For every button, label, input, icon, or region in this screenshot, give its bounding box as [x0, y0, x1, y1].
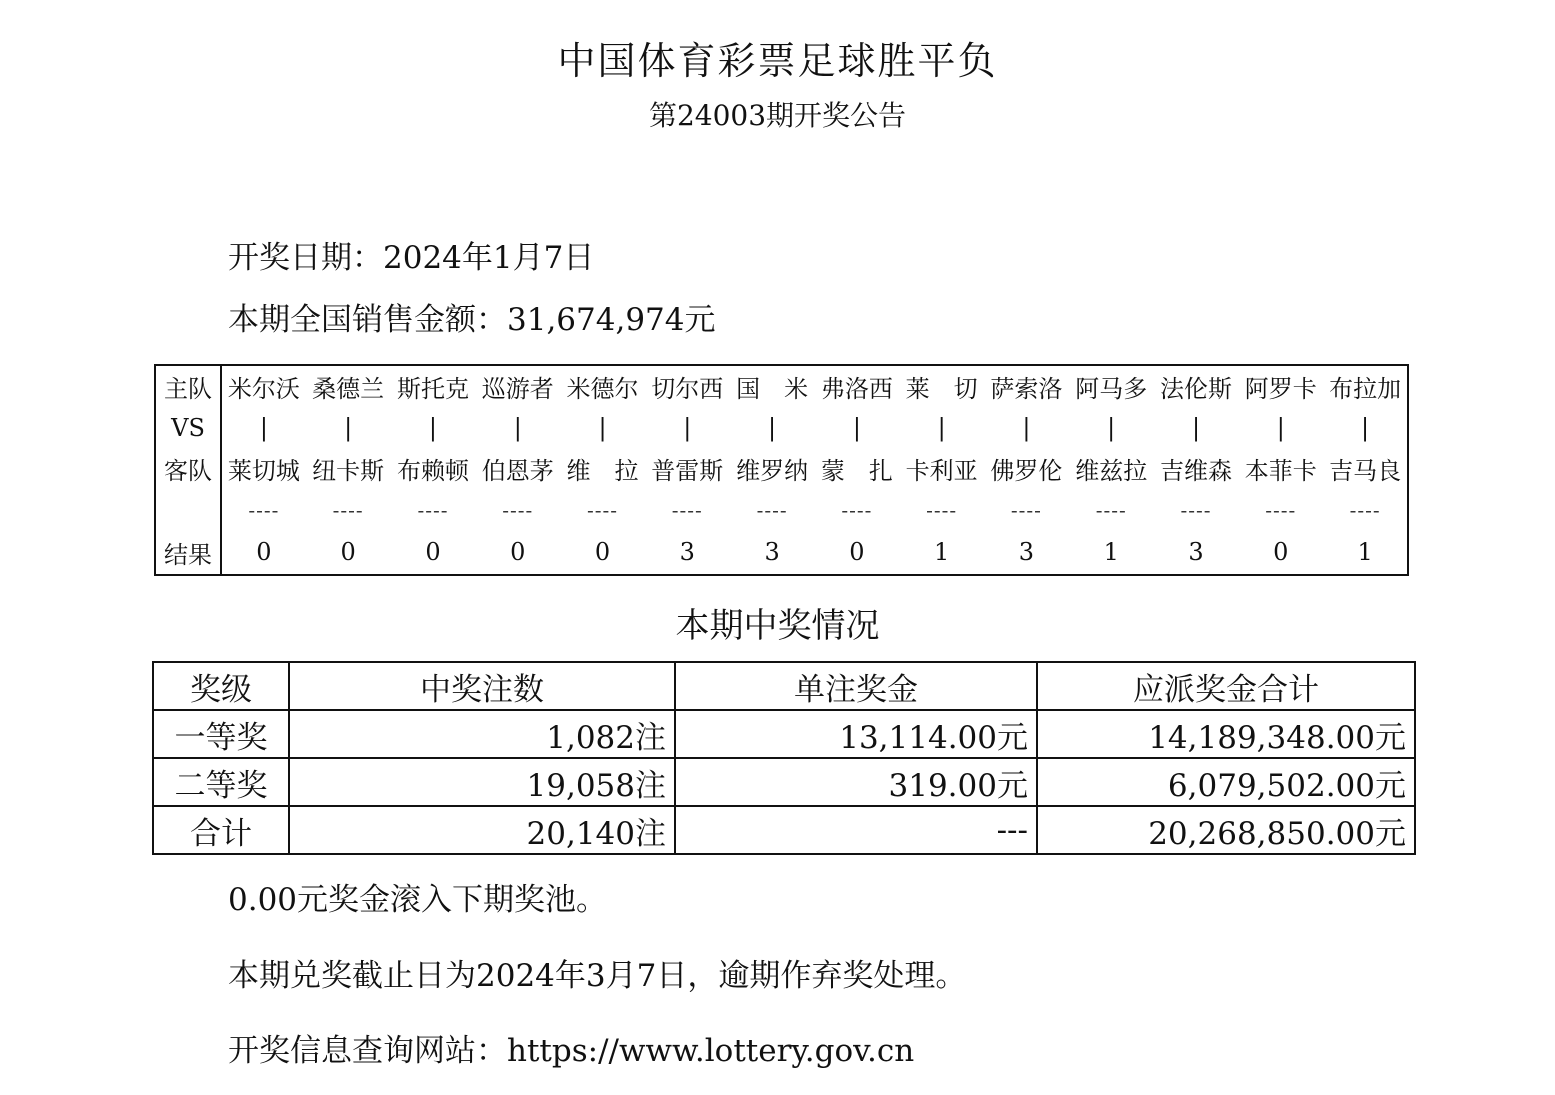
dash-separator: ---- — [1095, 497, 1127, 522]
vs-separator: | — [344, 413, 353, 442]
home-team: 巡游者 — [481, 375, 554, 403]
match-result: 3 — [1188, 538, 1204, 566]
col-header-unit-prize: 单注奖金 — [675, 662, 1037, 710]
away-team: 维罗纳 — [736, 457, 809, 485]
home-team: 切尔西 — [651, 375, 724, 403]
away-team: 吉维森 — [1159, 457, 1232, 485]
away-team: 纽卡斯 — [312, 457, 385, 485]
away-team-row — [155, 448, 1408, 489]
dash-separator: ---- — [1010, 497, 1042, 522]
dash-row — [155, 489, 1408, 530]
prize-header-row — [153, 662, 1415, 710]
home-team: 法伦斯 — [1159, 375, 1232, 403]
home-team: 桑德兰 — [312, 375, 385, 403]
dash-separator: ---- — [502, 497, 534, 522]
vs-separator: | — [937, 413, 946, 442]
away-team: 卡利亚 — [905, 457, 978, 485]
away-team: 佛罗伦 — [990, 457, 1063, 485]
home-team: 米尔沃 — [227, 375, 300, 403]
vs-separator: | — [683, 413, 692, 442]
match-result: 3 — [1018, 538, 1035, 566]
home-team: 阿马多 — [1075, 375, 1148, 403]
prize-row-first — [153, 710, 1415, 758]
dash-separator: ---- — [417, 497, 449, 522]
dash-label-cell — [155, 489, 221, 530]
dash-separator: ---- — [587, 497, 619, 522]
match-result: 0 — [425, 538, 441, 566]
match-result: 0 — [849, 538, 865, 566]
draw-date: 开奖日期：2024年1月7日 — [228, 240, 595, 276]
home-team: 斯托克 — [396, 375, 469, 403]
dash-separator: ---- — [1349, 497, 1381, 522]
total-prize: 20,268,850.00元 — [1037, 806, 1415, 854]
vs-separator: | — [1022, 413, 1031, 442]
col-header-count: 中奖注数 — [289, 662, 675, 710]
rollover-note: 0.00元奖金滚入下期奖池。 — [228, 882, 608, 918]
match-result: 1 — [1103, 538, 1119, 566]
home-team: 弗洛西 — [820, 375, 893, 403]
page-subtitle: 第24003期开奖公告 — [648, 99, 907, 132]
vs-separator: | — [513, 413, 522, 442]
home-team: 米德尔 — [566, 375, 639, 403]
vs-separator: | — [1361, 413, 1370, 442]
page-title: 中国体育彩票足球胜平负 — [557, 39, 998, 83]
match-result: 0 — [256, 538, 272, 566]
vs-separator: | — [1107, 413, 1116, 442]
away-team: 普雷斯 — [651, 457, 724, 485]
match-result: 0 — [594, 538, 611, 566]
match-result: 0 — [340, 538, 356, 566]
prize-table — [152, 661, 1416, 855]
vs-separator: | — [428, 413, 437, 442]
dash-separator: ---- — [332, 497, 364, 522]
prize-row-second — [153, 758, 1415, 806]
home-team: 萨索洛 — [990, 375, 1063, 403]
dash-separator: ---- — [1265, 497, 1297, 522]
dash-separator: ---- — [248, 497, 280, 522]
home-team: 国 米 — [736, 375, 809, 403]
vs-label: VS — [155, 407, 221, 448]
away-team: 吉马良 — [1329, 457, 1402, 485]
sales-amount: 本期全国销售金额：31,674,974元 — [228, 302, 716, 338]
dash-separator: ---- — [1180, 497, 1212, 522]
dash-separator: ---- — [841, 497, 873, 522]
match-result: 0 — [510, 538, 526, 566]
vs-separator: | — [598, 413, 607, 442]
vs-separator: | — [259, 413, 268, 442]
match-result: 3 — [679, 538, 695, 566]
match-result: 0 — [1273, 538, 1289, 566]
vs-separator: | — [1191, 413, 1201, 442]
prize-row-total — [153, 806, 1415, 854]
vs-separator: | — [852, 413, 861, 442]
result-label: 结果 — [155, 530, 221, 575]
unit-prize: 13,114.00元 — [675, 710, 1037, 758]
website-note: 开奖信息查询网站：https://www.lottery.gov.cn — [228, 1033, 915, 1069]
away-team: 蒙 扎 — [820, 457, 893, 485]
match-table — [154, 364, 1409, 576]
dash-separator: ---- — [671, 497, 703, 522]
total-prize: 6,079,502.00元 — [1037, 758, 1415, 806]
vs-row — [155, 407, 1408, 448]
away-team: 维 拉 — [566, 457, 639, 485]
deadline-note: 本期兑奖截止日为2024年3月7日，逾期作弃奖处理。 — [228, 958, 967, 994]
away-team: 本菲卡 — [1244, 457, 1317, 485]
col-header-total: 应派奖金合计 — [1037, 662, 1415, 710]
prize-section-title: 本期中奖情况 — [675, 606, 880, 646]
home-team: 布拉加 — [1329, 375, 1402, 403]
dash-separator: ---- — [756, 497, 788, 522]
dash-separator: ---- — [926, 497, 958, 522]
home-label: 主队 — [155, 365, 221, 407]
col-header-level: 奖级 — [153, 662, 289, 710]
unit-prize: 319.00元 — [675, 758, 1037, 806]
match-result: 3 — [764, 538, 780, 566]
home-team-row — [155, 365, 1408, 407]
unit-prize: --- — [675, 806, 1037, 854]
match-result: 1 — [1357, 538, 1373, 566]
winner-count: 1,082注 — [289, 710, 675, 758]
prize-level: 合计 — [153, 806, 289, 854]
away-team: 维兹拉 — [1075, 457, 1148, 485]
match-result: 1 — [934, 538, 950, 566]
away-team: 莱切城 — [227, 457, 300, 485]
home-team: 莱 切 — [905, 375, 978, 403]
vs-separator: | — [1276, 413, 1285, 442]
winner-count: 20,140注 — [289, 806, 675, 854]
prize-level: 二等奖 — [153, 758, 289, 806]
result-row — [155, 530, 1408, 575]
prize-level: 一等奖 — [153, 710, 289, 758]
away-team: 布赖顿 — [396, 457, 469, 485]
home-team: 阿罗卡 — [1244, 375, 1317, 403]
winner-count: 19,058注 — [289, 758, 675, 806]
vs-separator: | — [768, 413, 777, 442]
away-team: 伯恩茅 — [481, 457, 554, 485]
total-prize: 14,189,348.00元 — [1037, 710, 1415, 758]
away-label: 客队 — [155, 448, 221, 489]
